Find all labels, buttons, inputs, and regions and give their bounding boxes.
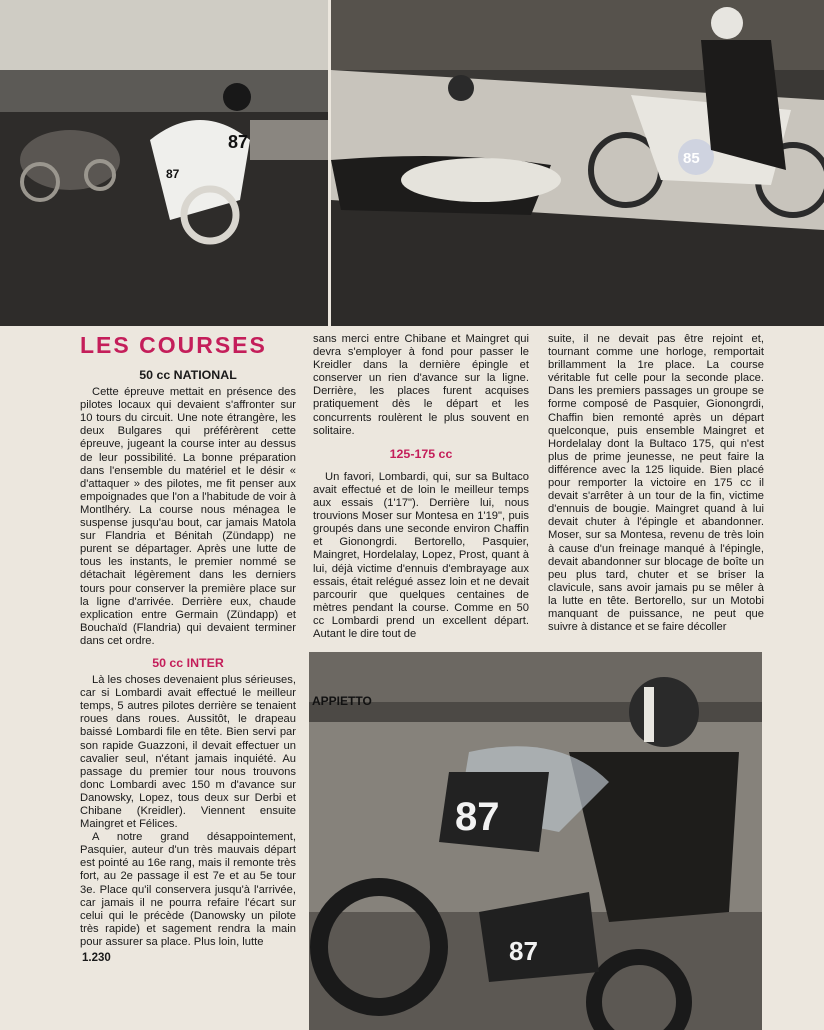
photo-top-left-number-fairing: 87 — [166, 167, 180, 181]
photo-top-left — [0, 0, 328, 326]
photo-bottom-number-side: 87 — [509, 936, 538, 966]
paragraph: Un favori, Lombardi, qui, sur sa Bultaco avait effectué et de loin le meilleur temps aux essais (1'17"). Derrière lui, nous trouvions Moser sur Montesa en 1'19", puis groupés dans une seconde environ Chaffin et Gionongrdi. Bertorello, Pasquier, Maingret, Hordelalay, Lopez, Prost, quant à lui, déjà victime d'ennuis d'embrayage aux essais, était relégué assez loin et ne devait parcourir que quelques centaines de mètres pendant la course. Comme en 50 cc Lombardi prend un excellent départ. Autant le dire tout de — [313, 470, 529, 640]
paragraph: sans merci entre Chibane et Maingret qui devra s'employer à fond pour passer le Kreidler dans la dernière épingle et conserver un rien d'avance sur la ligne. Derrière, les places furent acquises pratiquement dès le départ et les concurrents roulèrent le plus souvent en solitaire. — [313, 333, 529, 437]
photo-top-right — [331, 0, 824, 326]
photo-top-right-number: 85 — [683, 150, 700, 167]
section-heading-125-175: 125-175 cc — [389, 446, 453, 461]
photo-top-left-number: 87 — [228, 132, 249, 152]
column-1 — [80, 369, 296, 949]
photo-bottom-number: 87 — [455, 795, 500, 839]
paragraph: Là les choses devenaient plus sérieuses, car si Lombardi avait effectué le meilleur temps, 5 autres pilotes derrière se tenaient roues dans roues. Aussitôt, le drapeau baissé Lombardi file en tête. Bien servi par son rapide Guazzoni, il devait effectuer un cavalier seul, n'étant jamais inquiété. Au passage du premier tour nous trouvons donc Lombardi avec 150 m d'avance sur Danowsky, Lopez, tous deux sur Derbi et Chibane (Kreidler). Viennent ensuite Maingret et Félices. — [80, 674, 296, 831]
paragraph: suite, il ne devait pas être rejoint et, tournant comme une horloge, remportait brillamment la 1re place. La course véritable fut celle pour la seconde place. Dans les premiers passages un groupe se forme composé de Pasquier, Gionongrdi, Chaffin bien remonté après un départ quelconque, puis ensemble Maingret et Hordelalay dont la Bultaco 175, qui n'est plus de prime jeunesse, ne peut faire la différence avec la 125 liquide. Bien placé pour remporter la victoire en 175 cc il devait s'arrêter à un tour de la fin, victime d'ennuis de bougie. Maingret quand à lui devait chuter à l'épingle et abandonner. Moser, sur sa Montesa, revenu de très loin à cause d'un freinage manqué à l'épingle, devait abandonner sur blocage de boîte un peu plus tard, chuter et se briser la clavicule, sans avoir jamais pu se mêler à la lutte en tête. Bertorello, sur un Motobi manquant de puissance, ne peut que suivre à distance et se faire décoller — [548, 333, 764, 634]
section-heading-national: 50 cc NATIONAL — [139, 368, 237, 382]
photo-bottom — [309, 652, 762, 1030]
page-number: 1.230 — [82, 952, 111, 964]
photo-caption: APPIETTO — [312, 694, 372, 708]
paragraph: Cette épreuve mettait en présence des pilotes locaux qui devaient s'affronter sur 10 tours du circuit. Une note étrangère, les deux Bulgares qui préférèrent cette épreuve, jugeant la course inter au dessus de leur possibilité. La bonne préparation dans l'ensemble du matériel et le désir « d'attaquer » des pilotes, me fit penser aux empoignades que l'on a l'habitude de voir à Montlhéry. La course nous ménagea le suspense jusqu'au bout, car jamais Matola sur Flandria et Bénitah (Zündapp) ne purent se départager. Après une lutte de tous les instants, le premier nommé se détachait légèrement dans les derniers tours pour conserver la première place sur la ligne d'arrivée. Derrière eux, chaude explication entre Germain (Zündapp) et Bouchaïd (Flandria) qui devaient terminer dans cet ordre. — [80, 386, 296, 647]
page-title: LES COURSES — [80, 332, 267, 358]
paragraph: A notre grand désappointement, Pasquier, auteur d'un très mauvais départ est pointé au 16e rang, mais il remonte très fort, au 2e passage il est 7e et au 5e tour 3e. Place qu'il conservera jusqu'à l'arrivée, car jamais il ne pourra refaire l'écart sur celui qui le précède (Danowsky un pilote très rapide) et sagement rendra la main pour assurer sa place. Plus loin, lutte — [80, 831, 296, 948]
section-heading-inter: 50 cc INTER — [152, 655, 224, 670]
column-2 — [313, 333, 529, 641]
column-3 — [548, 333, 764, 634]
